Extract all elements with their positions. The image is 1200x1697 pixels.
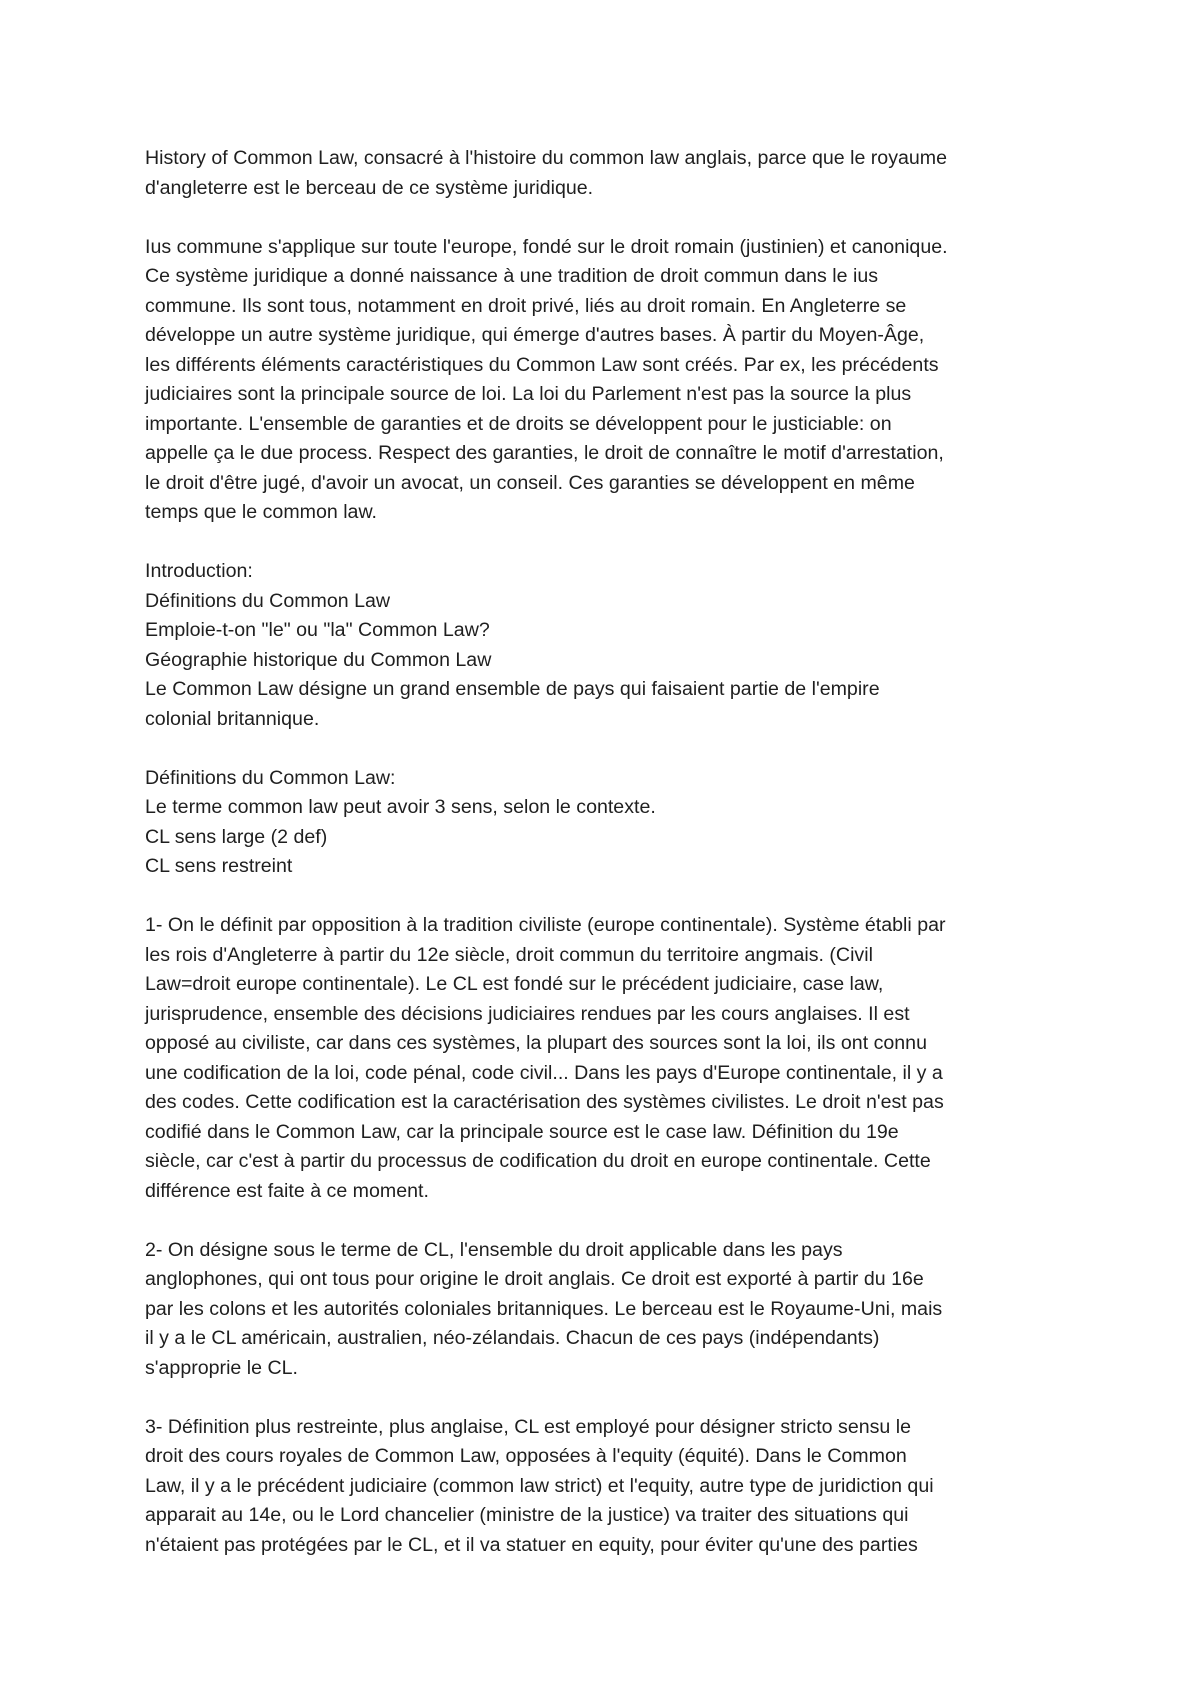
text-line: jurisprudence, ensemble des décisions judiciaires rendues par les cours anglaises. Il est xyxy=(145,1002,910,1025)
text-line: Law=droit europe continentale). Le CL est fondé sur le précédent judiciaire, case law, xyxy=(145,973,884,995)
text-line: colonial britannique. xyxy=(145,707,320,730)
text-line: commune. Ils sont tous, notamment en droit privé, liés au droit romain. En Angleterre se xyxy=(145,294,907,317)
text-line: 1- On le définit par opposition à la tradition civiliste (europe continentale). Système établi par xyxy=(145,914,946,936)
text-line: temps que le common law. xyxy=(145,501,377,523)
text-line: CL sens restreint xyxy=(145,855,293,877)
text-line: Le Common Law désigne un grand ensemble de pays qui faisaient partie de l'empire xyxy=(145,678,880,700)
paragraph-ius-commune xyxy=(145,233,1070,528)
text-line: Law, il y a le précédent judiciaire (common law strict) et l'equity, autre type de juridiction qui xyxy=(145,1474,934,1497)
text-line: Définitions du Common Law xyxy=(145,589,391,612)
text-line: appelle ça le due process. Respect des garanties, le droit de connaître le motif d'arrestation, xyxy=(145,442,944,464)
text-line: des codes. Cette codification est la caractérisation des systèmes civilistes. Le droit n'est pas xyxy=(145,1091,944,1113)
text-line: développe un autre système juridique, qui émerge d'autres bases. À partir du Moyen-Âge, xyxy=(145,324,925,346)
text-line: les rois d'Angleterre à partir du 12e siècle, droit commun du territoire angmais. (Civil xyxy=(145,943,873,966)
section-heading: Définitions du Common Law: xyxy=(145,766,396,789)
text-line: les différents éléments caractéristiques du Common Law sont créés. Par ex, les précédents xyxy=(145,353,939,376)
text-line: judiciaires sont la principale source de loi. La loi du Parlement n'est pas la source la plus xyxy=(145,383,912,405)
text-line: History of Common Law, consacré à l'histoire du common law anglais, parce que le royaume xyxy=(145,147,948,169)
text-line: s'approprie le CL. xyxy=(145,1356,298,1379)
text-line: Emploie-t-on "le" ou "la" Common Law? xyxy=(145,619,490,641)
text-line: 2- On désigne sous le terme de CL, l'ensemble du droit applicable dans les pays xyxy=(145,1238,843,1261)
text-line: une codification de la loi, code pénal, code civil... Dans les pays d'Europe continentale, il y a xyxy=(145,1061,943,1084)
text-line: Ce système juridique a donné naissance à une tradition de droit commun dans le ius xyxy=(145,265,879,287)
text-line: Géographie historique du Common Law xyxy=(145,648,492,671)
text-line: par les colons et les autorités coloniales britanniques. Le berceau est le Royaume-Uni, mais xyxy=(145,1297,943,1320)
text-line: d'angleterre est le berceau de ce système juridique. xyxy=(145,176,594,199)
text-line: n'étaient pas protégées par le CL, et il va statuer en equity, pour éviter qu'une des parties xyxy=(145,1533,918,1556)
text-line: droit des cours royales de Common Law, opposées à l'equity (équité). Dans le Common xyxy=(145,1445,907,1467)
text-line: CL sens large (2 def) xyxy=(145,825,328,848)
text-line: anglophones, qui ont tous pour origine le droit anglais. Ce droit est exporté à partir du 16e xyxy=(145,1268,924,1290)
text-line: siècle, car c'est à partir du processus de codification du droit en europe continentale. Cette xyxy=(145,1150,931,1172)
text-line: Ius commune s'applique sur toute l'europe, fondé sur le droit romain (justinien) et canonique. xyxy=(145,235,948,258)
text-line: Le terme common law peut avoir 3 sens, selon le contexte. xyxy=(145,796,656,818)
text-line: opposé au civiliste, car dans ces systèmes, la plupart des sources sont la loi, ils ont connu xyxy=(145,1032,927,1054)
text-line: 3- Définition plus restreinte, plus anglaise, CL est employé pour désigner stricto sensu le xyxy=(145,1415,912,1438)
text-line: il y a le CL américain, australien, néo-zélandais. Chacun de ces pays (indépendants) xyxy=(145,1327,880,1349)
paragraph-introduction-outline xyxy=(145,557,1070,734)
paragraph-definitions-outline xyxy=(145,764,1070,882)
section-heading: Introduction: xyxy=(145,560,253,582)
text-line: différence est faite à ce moment. xyxy=(145,1179,429,1202)
text-line: codifié dans le Common Law, car la principale source est le case law. Définition du 19e xyxy=(145,1120,899,1143)
text-line: apparait au 14e, ou le Lord chancelier (ministre de la justice) va traiter des situations qui xyxy=(145,1504,909,1526)
paragraph-intro xyxy=(145,144,1070,203)
paragraph-definition-3 xyxy=(145,1413,1070,1561)
paragraph-definition-2 xyxy=(145,1236,1070,1384)
paragraph-definition-1 xyxy=(145,911,1070,1206)
text-line: le droit d'être jugé, d'avoir un avocat, un conseil. Ces garanties se développent en même xyxy=(145,471,915,494)
text-line: importante. L'ensemble de garanties et de droits se développent pour le justiciable: on xyxy=(145,412,892,435)
